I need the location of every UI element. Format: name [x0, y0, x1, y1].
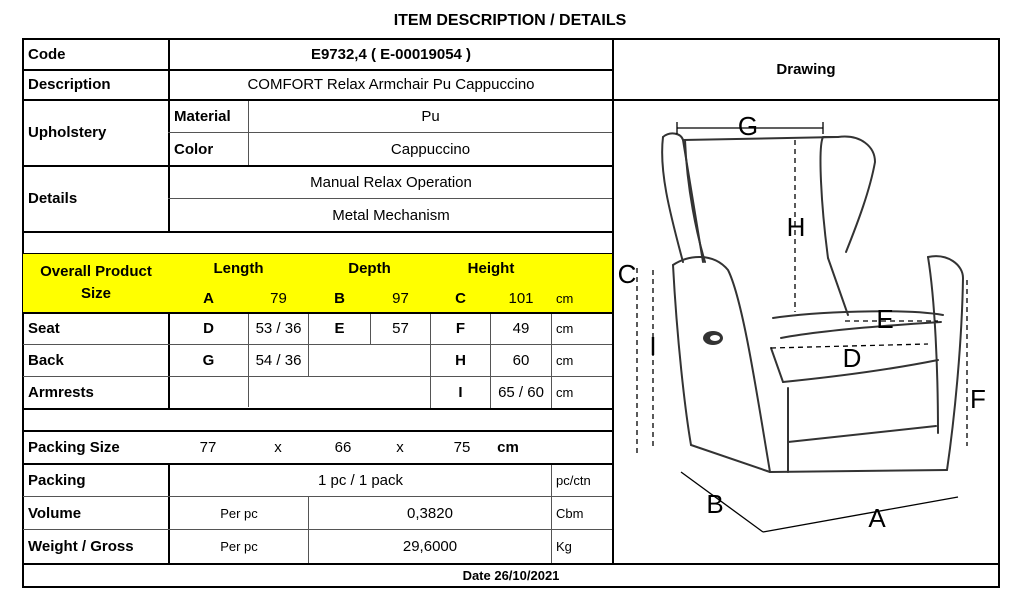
armchair-dimension-drawing — [613, 100, 998, 562]
code-label: Code — [28, 46, 66, 63]
material-value: Pu — [421, 107, 440, 125]
value-c: 101 — [508, 289, 534, 307]
date-footer: Date 26/10/2021 — [462, 567, 560, 583]
dim-label-c: C — [617, 259, 637, 289]
seat-unit: cm — [556, 321, 574, 336]
dim-label-h: H — [786, 212, 806, 242]
details-line-2: Metal Mechanism — [332, 206, 450, 224]
value-d: 53 / 36 — [255, 320, 302, 337]
volume-per: Per pc — [220, 505, 258, 521]
description-value: COMFORT Relax Armchair Pu Cappuccino — [247, 76, 535, 93]
key-g: G — [202, 352, 215, 369]
depth-header: Depth — [348, 260, 391, 277]
value-i: 65 / 60 — [498, 384, 544, 401]
value-f: 49 — [512, 320, 530, 337]
weight-per: Per pc — [220, 539, 258, 554]
dim-label-f: F — [970, 384, 986, 414]
back-label: Back — [28, 352, 64, 369]
page-title: ITEM DESCRIPTION / DETAILS — [393, 12, 627, 29]
overall-size-label-line1: Overall Product — [40, 263, 152, 280]
key-a: A — [203, 289, 214, 307]
value-a: 79 — [270, 289, 287, 307]
packing-x-2: x — [396, 438, 404, 456]
armrests-label: Armrests — [28, 384, 94, 401]
weight-unit: Kg — [556, 539, 572, 554]
volume-label: Volume — [28, 504, 82, 522]
key-h: H — [455, 352, 466, 369]
volume-unit: Cbm — [556, 505, 584, 521]
packing-size-unit: cm — [497, 438, 519, 456]
dim-label-e: E — [876, 304, 894, 334]
color-value: Cappuccino — [390, 140, 471, 158]
overall-size-label-line2: Size — [80, 285, 111, 302]
dim-label-b: B — [706, 489, 724, 519]
packing-width: 66 — [334, 438, 352, 456]
packing-x-1: x — [274, 438, 282, 456]
value-b: 97 — [392, 289, 409, 307]
details-line-1: Manual Relax Operation — [310, 173, 472, 191]
packing-height: 75 — [453, 438, 471, 456]
description-label: Description — [28, 76, 111, 93]
height-header: Height — [467, 260, 515, 277]
dim-label-g: G — [737, 111, 759, 141]
details-label: Details — [28, 190, 78, 207]
packing-label: Packing — [28, 471, 86, 489]
key-c: C — [455, 289, 466, 307]
seat-label: Seat — [28, 320, 60, 337]
code-value: E9732,4 ( E-00019054 ) — [310, 46, 472, 63]
packing-size-label: Packing Size — [28, 438, 120, 456]
length-header: Length — [213, 260, 264, 277]
armchair-outline — [662, 133, 963, 472]
value-h: 60 — [512, 352, 530, 369]
color-label: Color — [174, 140, 214, 158]
dim-label-d: D — [842, 343, 862, 373]
value-e: 57 — [392, 320, 409, 337]
weight-value: 29,6000 — [402, 538, 458, 555]
overall-unit: cm — [556, 290, 574, 306]
key-b: B — [334, 289, 345, 307]
packing-value: 1 pc / 1 pack — [317, 471, 404, 489]
packing-length: 77 — [199, 438, 217, 456]
key-e: E — [334, 320, 345, 337]
key-i: I — [458, 384, 463, 401]
back-unit: cm — [556, 353, 574, 368]
armrests-unit: cm — [556, 385, 574, 400]
relax-lever-highlight — [710, 335, 720, 341]
dim-label-a: A — [868, 503, 886, 533]
overall-size-label — [24, 254, 168, 312]
value-g: 54 / 36 — [255, 352, 302, 369]
volume-value: 0,3820 — [407, 504, 453, 522]
material-label: Material — [174, 107, 231, 125]
key-f: F — [455, 320, 466, 337]
weight-label: Weight / Gross — [28, 538, 134, 555]
drawing-label: Drawing — [776, 61, 836, 78]
upholstery-label: Upholstery — [28, 124, 107, 141]
packing-unit: pc/ctn — [556, 472, 591, 488]
dim-label-i: I — [649, 331, 657, 361]
key-d: D — [203, 320, 214, 337]
